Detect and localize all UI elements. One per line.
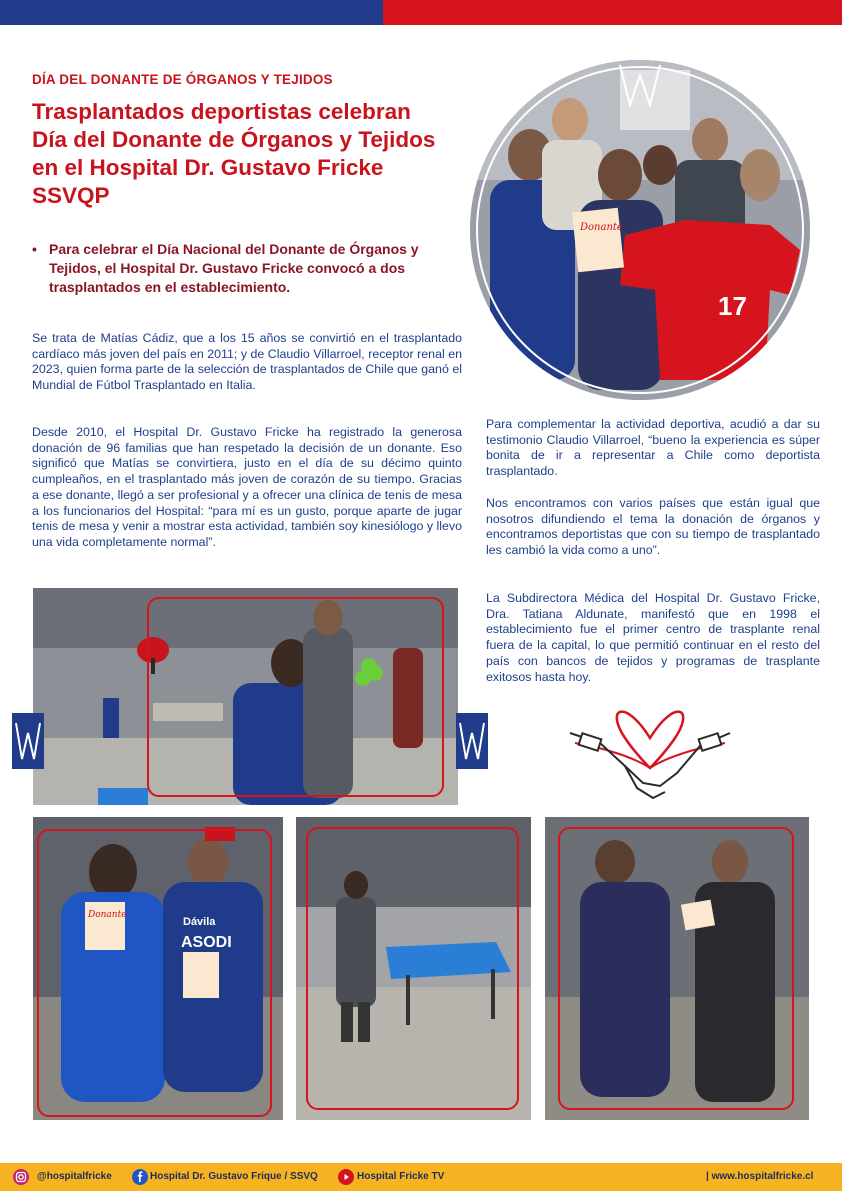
photo2-sign-text: Donante (88, 910, 127, 920)
footer-bar (0, 1163, 842, 1191)
section-kicker: DÍA DEL DONANTE DE ÓRGANOS Y TEJIDOS (32, 72, 333, 87)
w-deco-left (12, 713, 44, 769)
top-bar-blue (0, 0, 383, 25)
body-paragraph-1: Se trata de Matías Cádiz, que a los 15 años se convirtió en el trasplantado cardíaco más joven del país en 2011; y de Claudio Villarroel, receptor renal en 2023, quien forma parte de la selección de trasplantados de Chile que ganó el Mundial de Fútbol Trasplantado en Italia. (32, 331, 462, 393)
facebook-icon[interactable] (132, 1169, 148, 1185)
body-paragraph-3: Para complementar la actividad deportiva, acudió a dar su testimonio Claudio Villarroel, “bueno la experiencia es súper bonita de ir a representar a Chile como deportista trasplantado. (486, 417, 820, 479)
top-bar-red (383, 0, 842, 25)
lead-text: Para celebrar el Día Nacional del Donante de Órganos y Tejidos, el Hospital Dr. Gustavo Fricke convocó a dos trasplantados en el establecimiento. (49, 241, 419, 295)
instagram-handle-link[interactable]: @hospitalfricke (37, 1171, 112, 1182)
instagram-icon[interactable] (13, 1169, 29, 1185)
youtube-channel-link[interactable]: Hospital Fricke TV (357, 1171, 445, 1182)
photo-circle-ring (476, 66, 804, 394)
facebook-page-link[interactable]: Hospital Dr. Gustavo Frique / SSVQ (150, 1171, 318, 1182)
bullet-marker: • (32, 241, 37, 257)
w-deco-right (456, 713, 488, 769)
body-paragraph-5: La Subdirectora Médica del Hospital Dr. Gustavo Fricke, Dra. Tatiana Aldunate, manifestó que en 1998 el establecimiento fue el primer centro de trasplante renal fuera de la capital, lo que permitió continuar en el resto del país con bancos de tejidos y programas de trasplante exitosos hasta hoy. (486, 591, 820, 684)
photo-ping-pong-table (296, 817, 531, 1120)
page-title: Trasplantados deportistas celebran Día del Donante de Órganos y Tejidos en el Hospital Dr. Gustavo Fricke SSVQP (32, 99, 436, 208)
youtube-icon[interactable] (338, 1169, 354, 1185)
handshake-heart-icon (565, 688, 735, 806)
shirt-number: 17 (718, 291, 747, 321)
photo-frame (147, 597, 444, 797)
circle-sign-text: Donante (580, 222, 623, 233)
photo-table-tennis-demo (33, 588, 458, 805)
body-paragraph-2: Desde 2010, el Hospital Dr. Gustavo Fricke ha registrado la generosa donación de 96 familias que han respetado la decisión de un donante. Eso significó que Matías se convirtiera, justo en el día de su décimo quinto cumpleaños, en el trasplantado más joven de corazón de su tiempo. Gracias a ese donante, llegó a ser profesional y a ofrecer una clínica de tenis de mesa a los funcionarios del Hospital: “para mí es un gusto, porque aparte de jugar tenis de mesa y venir a mostrar esta actividad, también soy kinesiólogo y llevo una vida completamente normal”. (32, 425, 462, 549)
photo-frame (37, 829, 272, 1117)
lead-paragraph (32, 240, 437, 297)
photo-diploma-delivery (545, 817, 809, 1120)
photo-frame (306, 827, 519, 1110)
photo2-shirt-brand: Dávila (183, 916, 216, 928)
photo2-shirt-sponsor: ASODI (181, 934, 232, 951)
photo-two-people-shirt (33, 817, 283, 1120)
website-link[interactable]: | www.hospitalfricke.cl (706, 1171, 814, 1182)
body-paragraph-4: Nos encontramos con varios países que están igual que nosotros difundiendo el tema la donación de órganos y encontramos deportistas que con su tiempo de trasplantado les cambió la vida como a uno”. (486, 496, 820, 558)
photo-frame (558, 827, 794, 1110)
